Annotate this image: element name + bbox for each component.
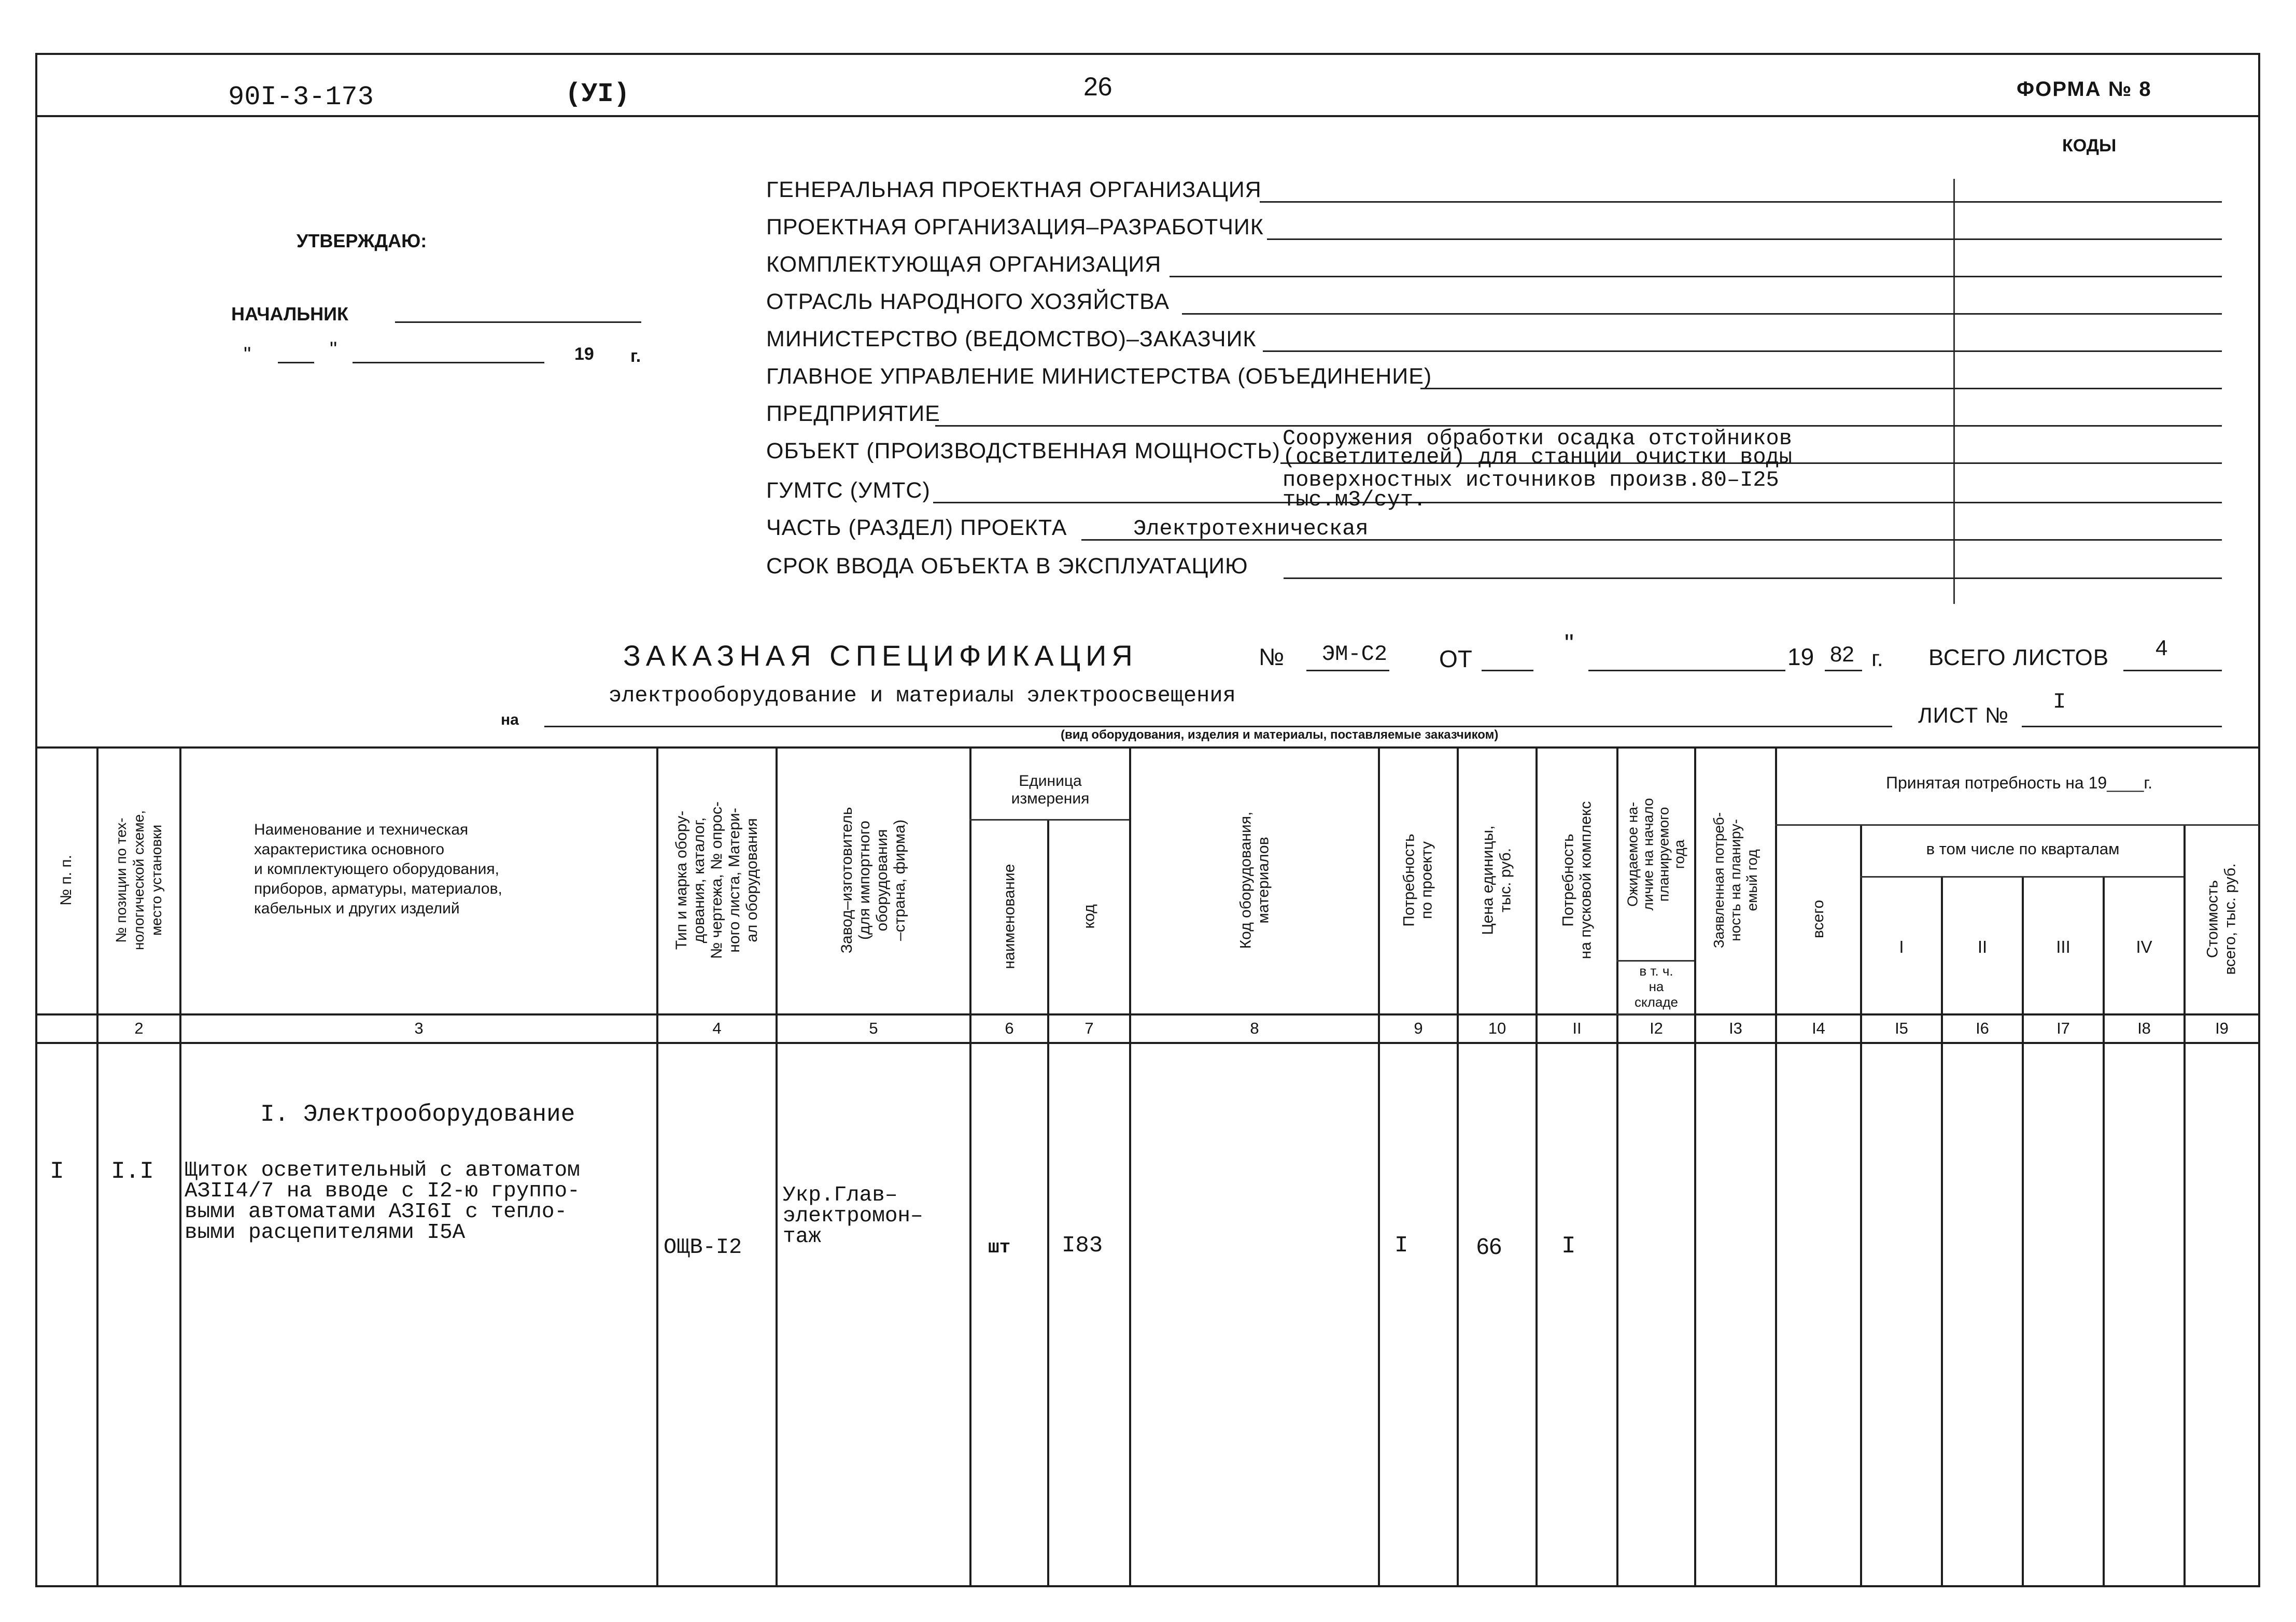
table-header-rule	[35, 1013, 2259, 1015]
col-header-maker: Завод–изготовитель (для импортного оборудования –страна, фирма)	[838, 807, 908, 953]
col-number: 6	[1005, 1019, 1014, 1037]
spec-from-label: ОТ	[1439, 645, 1472, 672]
col-number: I2	[1650, 1019, 1663, 1037]
col-header-type: Тип и марка обору- дования, каталог, № чертежа, № опрос- ного листа, Матери- ал оборудования	[673, 801, 760, 959]
spec-subject-line[interactable]	[544, 726, 1892, 727]
doc-number: 90I-3-173	[228, 82, 374, 112]
spec-on-label: на	[501, 711, 519, 728]
col-header-q3: III	[2056, 937, 2070, 956]
field-label-commissioning: СРОК ВВОДА ОБЪЕКТА В ЭКСПЛУАТАЦИЮ	[766, 554, 1248, 579]
approval-year-suffix: г.	[630, 346, 641, 366]
field-label-general-org: ГЕНЕРАЛЬНАЯ ПРОЕКТНАЯ ОРГАНИЗАЦИЯ	[766, 177, 1262, 202]
row-price: 66	[1476, 1234, 1502, 1259]
section-title: I. Электрооборудование	[260, 1101, 575, 1128]
col-number: 3	[414, 1019, 424, 1037]
table-top-rule	[35, 746, 2259, 749]
accepted-rule	[1775, 824, 2259, 826]
col-header-declared: Заявленная потреб- ность на планиру- емый год	[1711, 812, 1760, 948]
spec-sheet-label: ЛИСТ №	[1918, 703, 2009, 727]
unit-group-rule	[969, 819, 1129, 821]
header-bottom-rule	[35, 115, 2259, 117]
row-name-line-3: выми автоматами АЗI6I с тепло-	[185, 1200, 568, 1224]
row-name-line-1: Щиток осветительный с автоматом	[185, 1159, 580, 1182]
col-number: 10	[1488, 1019, 1506, 1037]
col-number: I9	[2215, 1019, 2229, 1037]
field-line-design-org[interactable]	[1267, 238, 2222, 240]
spec-year-line[interactable]	[1825, 670, 1862, 671]
approve-label: УТВЕРЖДАЮ:	[297, 230, 427, 251]
stock-rule-2	[1616, 1013, 1694, 1015]
page-number: 26	[1083, 72, 1112, 101]
col-number: 9	[1414, 1019, 1423, 1037]
col-header-cost: Стоимость всего, тыс. руб.	[2204, 863, 2239, 975]
col-number: 8	[1250, 1019, 1259, 1037]
field-line-industry[interactable]	[1182, 313, 2222, 315]
col-header-quarters: в том числе по кварталам	[1926, 840, 2120, 858]
col-number: I4	[1812, 1019, 1825, 1037]
col-header-unit-name: наименование	[1001, 864, 1018, 969]
spec-total-line[interactable]	[2123, 670, 2222, 671]
col-header-in-stock: в т. ч. на складе	[1635, 963, 1678, 1010]
row-unit: шт	[988, 1237, 1011, 1258]
col-header-q1: I	[1899, 937, 1904, 956]
col-header-total: всего	[1809, 899, 1827, 938]
field-label-design-org: ПРОЕКТНАЯ ОРГАНИЗАЦИЯ–РАЗРАБОТЧИК	[766, 215, 1264, 239]
spec-no-label: №	[1259, 643, 1285, 670]
table-numbers-rule	[35, 1042, 2259, 1044]
field-line-commissioning[interactable]	[1284, 577, 2222, 579]
col-divider	[2103, 876, 2105, 1586]
chief-label: НАЧАЛЬНИК	[231, 303, 348, 325]
codes-label: КОДЫ	[2062, 136, 2117, 156]
col-number: 7	[1084, 1019, 1094, 1037]
field-label-enterprise: ПРЕДПРИЯТИЕ	[766, 401, 940, 426]
col-header-need: Потребность по проекту	[1401, 833, 1436, 927]
col-header-no: № п. п.	[57, 854, 75, 906]
col-header-q2: II	[1977, 937, 1988, 956]
date-quote-2: "	[330, 338, 337, 361]
field-label-project-part: ЧАСТЬ (РАЗДЕЛ) ПРОЕКТА	[766, 515, 1067, 540]
date-month-line[interactable]	[353, 362, 544, 363]
field-label-industry: ОТРАСЛЬ НАРОДНОГО ХОЗЯЙСТВА	[766, 289, 1170, 314]
object-value-line-4: тыс.м3/сут.	[1283, 487, 1427, 512]
spec-no-line[interactable]	[1306, 670, 1389, 671]
field-label-gumts: ГУМТС (УМТС)	[766, 478, 931, 503]
col-number: 5	[869, 1019, 878, 1037]
object-value-line-2: (осветлителей) для станции очистки воды	[1283, 445, 1792, 470]
spec-day-line[interactable]	[1482, 670, 1533, 671]
row-name-line-4: выми расцепителями I5А	[185, 1221, 466, 1245]
col-divider	[179, 746, 181, 1586]
spec-subject-note: (вид оборудования, изделия и материалы, поставляемые заказчиком)	[1061, 728, 1499, 742]
row-maker-line-1: Укр.Глав–	[783, 1183, 898, 1207]
row-launch: I	[1561, 1233, 1576, 1260]
spec-total-label: ВСЕГО ЛИСТОВ	[1928, 645, 2109, 670]
field-value-project-part: Электротехническая	[1133, 516, 1369, 541]
top-rule	[35, 53, 2259, 55]
field-line-general-org[interactable]	[1260, 201, 2222, 203]
col-number: 2	[134, 1019, 144, 1037]
row-name-line-2: АЗII4/7 на вводе с I2-ю группо-	[185, 1179, 580, 1203]
col-header-q4: IV	[2136, 937, 2152, 956]
spec-year-prefix: 19	[1787, 643, 1814, 670]
row-unit-code: I83	[1062, 1233, 1103, 1259]
album-number: (УI)	[565, 79, 630, 109]
spec-sheet-line[interactable]	[2022, 726, 2222, 727]
field-label-object: ОБЪЕКТ (ПРОИЗВОДСТВЕННАЯ МОЩНОСТЬ)	[766, 439, 1280, 463]
field-line-main-directorate[interactable]	[1420, 388, 2222, 389]
col-header-unit-code: код	[1080, 904, 1097, 928]
col-divider	[2022, 876, 2024, 1586]
spec-month-line[interactable]	[1588, 670, 1785, 671]
stock-rule	[1616, 960, 1694, 962]
row-need: I	[1394, 1233, 1408, 1259]
spec-year-value: 82	[1830, 642, 1854, 666]
col-header-launch: Потребность на пусковой комплекс	[1559, 801, 1594, 959]
col-number: I5	[1895, 1019, 1908, 1037]
col-header-accepted: Принятая потребность на 19____г.	[1885, 773, 2153, 792]
field-label-supply-org: КОМПЛЕКТУЮЩАЯ ОРГАНИЗАЦИЯ	[766, 252, 1162, 277]
spec-total-value: 4	[2156, 636, 2168, 660]
field-label-ministry: МИНИСТЕРСТВО (ВЕДОМСТВО)–ЗАКАЗЧИК	[766, 327, 1257, 351]
col-divider	[1941, 876, 1943, 1586]
chief-signature-line[interactable]	[395, 321, 641, 323]
col-number: 4	[712, 1019, 722, 1037]
col-header-position: № позиции по тех- нологической схеме, место установки	[113, 810, 165, 950]
field-line-ministry[interactable]	[1263, 350, 2222, 352]
field-line-gumts[interactable]	[933, 502, 2222, 503]
row-no: I	[50, 1158, 64, 1185]
spec-title: ЗАКАЗНАЯ СПЕЦИФИКАЦИЯ	[623, 639, 1138, 672]
object-value-line-1: Сооружения обработки осадка отстойников	[1283, 426, 1792, 451]
date-quote: "	[244, 343, 251, 366]
frame-bottom	[35, 1585, 2259, 1587]
col-number: I8	[2137, 1019, 2151, 1037]
col-number: I6	[1976, 1019, 1989, 1037]
col-header-expected: Ожидаемое на- личие на начало планируемого года	[1625, 797, 1687, 911]
col-header-name: Наименование и техническая характеристика основного и комплектующего оборудования, приборов, арматуры, материалов, кабельных и других изделий	[254, 821, 502, 917]
col-number: I3	[1729, 1019, 1742, 1037]
col-header-price: Цена единицы, тыс. руб.	[1480, 825, 1515, 935]
quarters-rule	[1860, 876, 2184, 878]
col-header-item-code: Код оборудования, материалов	[1237, 811, 1272, 949]
field-label-main-directorate: ГЛАВНОЕ УПРАВЛЕНИЕ МИНИСТЕРСТВА (ОБЪЕДИНЕНИЕ)	[766, 364, 1432, 389]
spec-no-value: ЭМ-С2	[1322, 642, 1388, 667]
spec-year-suffix: г.	[1871, 646, 1883, 671]
row-type: ОЩВ-I2	[664, 1235, 742, 1260]
form-number: ФОРМА № 8	[2017, 78, 2152, 101]
row-maker-line-2: электромон–	[783, 1204, 923, 1228]
frame-right	[2258, 53, 2260, 1587]
approval-year: 19	[574, 344, 594, 364]
date-day-line[interactable]	[278, 362, 314, 363]
spec-sheet-value: I	[2053, 689, 2066, 714]
row-maker-line-3: таж	[783, 1225, 821, 1249]
object-value-line-3: поверхностных источников произв.80–I25	[1283, 468, 1779, 492]
col-number: I7	[2056, 1019, 2070, 1037]
field-line-supply-org[interactable]	[1170, 276, 2222, 277]
spec-quote: "	[1565, 629, 1574, 658]
row-position: I.I	[111, 1158, 154, 1185]
col-number: II	[1572, 1019, 1582, 1037]
spec-subject: электрооборудование и материалы электроосвещения	[609, 683, 1236, 708]
col-header-unit-group: Единица измерения	[1011, 772, 1090, 807]
